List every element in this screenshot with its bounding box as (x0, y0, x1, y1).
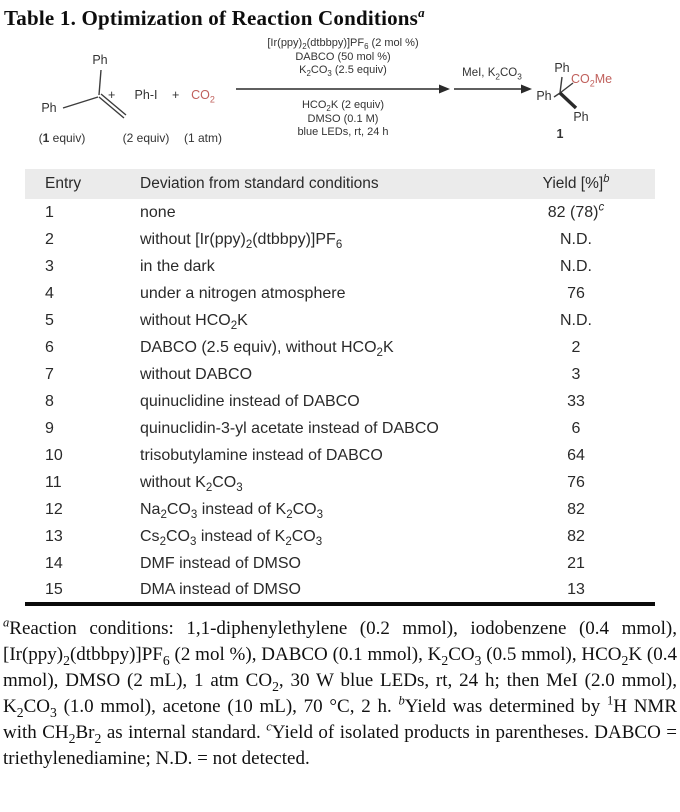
product-compound-number: 1 (556, 127, 564, 141)
footnote-c-text: Yield of isolated products in parentheses. DABCO = triethylenediamine; N.D. = not detected. (3, 722, 677, 769)
table-row (25, 469, 655, 496)
condition-k2co3: $K_2CO_3$ (2.5 equiv) (299, 64, 387, 79)
deviation-cell: DABCO (2.5 equiv), without $HCO_2K$ (140, 338, 394, 359)
reaction-scheme (0, 37, 680, 155)
deviation-cell: DMF instead of DMSO (140, 554, 301, 572)
entry-cell: 5 (45, 311, 54, 329)
condition-dmso: DMSO (0.1 M) (307, 112, 379, 125)
table-row (25, 280, 655, 307)
entry-cell: 8 (45, 392, 54, 410)
header-deviation: Deviation from standard conditions (140, 175, 379, 192)
yield-cell: 2 (571, 338, 581, 356)
iodobenzene-equiv-label: (2 equiv) (122, 131, 170, 145)
yield-cell: 13 (567, 580, 585, 598)
footnote-c-marker: c (266, 719, 272, 734)
entry-cell: 1 (45, 203, 54, 221)
deviation-cell: trisobutylamine instead of DABCO (140, 446, 383, 464)
condition-photocatalyst: $[Ir(ppy)_2(dtbbpy)]PF_6$ (2 mol %) (267, 37, 419, 52)
table-row (25, 307, 655, 334)
table-row (25, 334, 655, 361)
co2-formula: $CO_2$ (191, 88, 215, 105)
entry-cell: 13 (45, 527, 63, 545)
entry-cell: 14 (45, 554, 63, 572)
co2-equiv-label: (1 atm) (183, 131, 222, 145)
table-row (25, 496, 655, 523)
conditions-above-arrow (232, 37, 454, 78)
table-row (25, 550, 655, 577)
deviation-cell: $Na_2CO_3$ instead of $K_2CO_3$ (140, 500, 324, 521)
yield-cell: 82 (567, 527, 585, 545)
entry-cell: 12 (45, 500, 63, 518)
table-title-text: Table 1. Optimization of Reaction Conditions (4, 6, 419, 30)
entry-cell: 3 (45, 257, 54, 275)
deviation-cell: $Cs_2CO_3$ instead of $K_2CO_3$ (140, 527, 323, 548)
entry-cell: 4 (45, 284, 54, 302)
table-row (25, 226, 655, 253)
deviation-cell: quinuclidin-3-yl acetate instead of DABCO (140, 419, 439, 437)
condition-leds: blue LEDs, rt, 24 h (297, 126, 389, 138)
conditions-below-arrow (232, 99, 454, 140)
results-table-header (25, 169, 655, 199)
alkene-ph-top-label: Ph (92, 53, 108, 67)
reaction-arrow-icon (236, 83, 450, 95)
entry-cell: 15 (45, 580, 63, 598)
entry-cell: 10 (45, 446, 63, 464)
alkene-ph-left-label: Ph (41, 101, 57, 115)
product-ph-bottom-label: Ph (573, 110, 589, 124)
yield-cell: N.D. (560, 257, 592, 275)
plus-sign-1: + (108, 88, 116, 102)
header-row (25, 169, 655, 199)
deviation-cell: DMA instead of DMSO (140, 580, 301, 598)
condition-dabco: DABCO (50 mol %) (295, 50, 391, 63)
deviation-cell: in the dark (140, 257, 215, 275)
deviation-cell: quinuclidine instead of DABCO (140, 392, 360, 410)
entry-cell: 6 (45, 338, 54, 356)
yield-cell: 82 $(78)^c$ (547, 201, 605, 221)
table-title-footnote-mark: a (418, 5, 425, 20)
product-ph-left-label: Ph (536, 89, 552, 103)
table-row (25, 415, 655, 442)
table-row (25, 199, 655, 226)
yield-cell: N.D. (560, 311, 592, 329)
yield-cell: 64 (567, 446, 585, 464)
alkene-equiv-label: (1 equiv) (38, 131, 86, 145)
entry-cell: 11 (45, 473, 62, 491)
deviation-cell: without $[Ir(ppy)_2(dtbbpy)]PF_6$ (140, 230, 343, 251)
product-ester-label: $CO_2Me$ (571, 72, 613, 89)
deviation-cell: under a nitrogen atmosphere (140, 284, 346, 302)
table-row (25, 523, 655, 550)
yield-cell: 33 (567, 392, 585, 410)
results-table-body (25, 199, 655, 604)
second-arrow-label: MeI, $K_2CO_3$ (462, 67, 522, 82)
yield-cell: 76 (567, 284, 585, 302)
deviation-cell: without $K_2CO_3$ (140, 473, 243, 494)
table-title (4, 6, 680, 31)
footnote-a-text: Reaction conditions: 1,1-diphenylethylene (0.2 mmol), iodobenzene (0.4 mmol), $[Ir(ppy)_2(dtbbpy)]PF_6$ (2 mol %), DABCO (0.1 mmol), $K_2CO_3$ (0.5 mmol), $HCO_2K$ (0.4 mmol), DMSO (2 mL), 1 atm $CO_2$, 30 W blue LEDs, rt, 24 h; then MeI (2.0 mmol), $K_2CO_3$ (1.0 mmol), acetone (10 mL), 70 °C, 2 h. (3, 618, 678, 720)
deviation-cell: without $HCO_2K$ (140, 311, 248, 332)
footnote-b-marker: b (398, 693, 405, 708)
product-structure (518, 53, 668, 149)
table-row (25, 388, 655, 415)
table-row (25, 253, 655, 280)
header-entry: Entry (45, 175, 82, 192)
deviation-cell: without DABCO (140, 365, 253, 383)
yield-cell: 76 (567, 473, 585, 491)
deviation-cell: none (140, 203, 176, 221)
product-ph-top-label: Ph (554, 61, 570, 75)
results-table (25, 169, 655, 606)
yield-cell: N.D. (560, 230, 592, 248)
entry-cell: 9 (45, 419, 54, 437)
footnotes (3, 616, 677, 772)
table-row (25, 577, 655, 604)
entry-cell: 2 (45, 230, 54, 248)
entry-cell: 7 (45, 365, 54, 383)
yield-cell: 6 (571, 419, 581, 437)
plus-sign-2: + (172, 88, 180, 102)
yield-cell: 3 (571, 365, 581, 383)
footnote-a-marker: a (3, 615, 10, 630)
table-row (25, 442, 655, 469)
footnote-b-text: Yield was determined by $^1$H NMR with $CH_2Br_2$ as internal standard. (3, 693, 678, 746)
iodobenzene-formula: Ph-I (134, 88, 158, 102)
yield-cell: 21 (567, 554, 585, 572)
table-row (25, 361, 655, 388)
yield-cell: 82 (567, 500, 585, 518)
header-yield: Yield [%]$^b$ (542, 172, 610, 192)
condition-hco2k: $HCO_2K$ (2 equiv) (301, 99, 385, 114)
